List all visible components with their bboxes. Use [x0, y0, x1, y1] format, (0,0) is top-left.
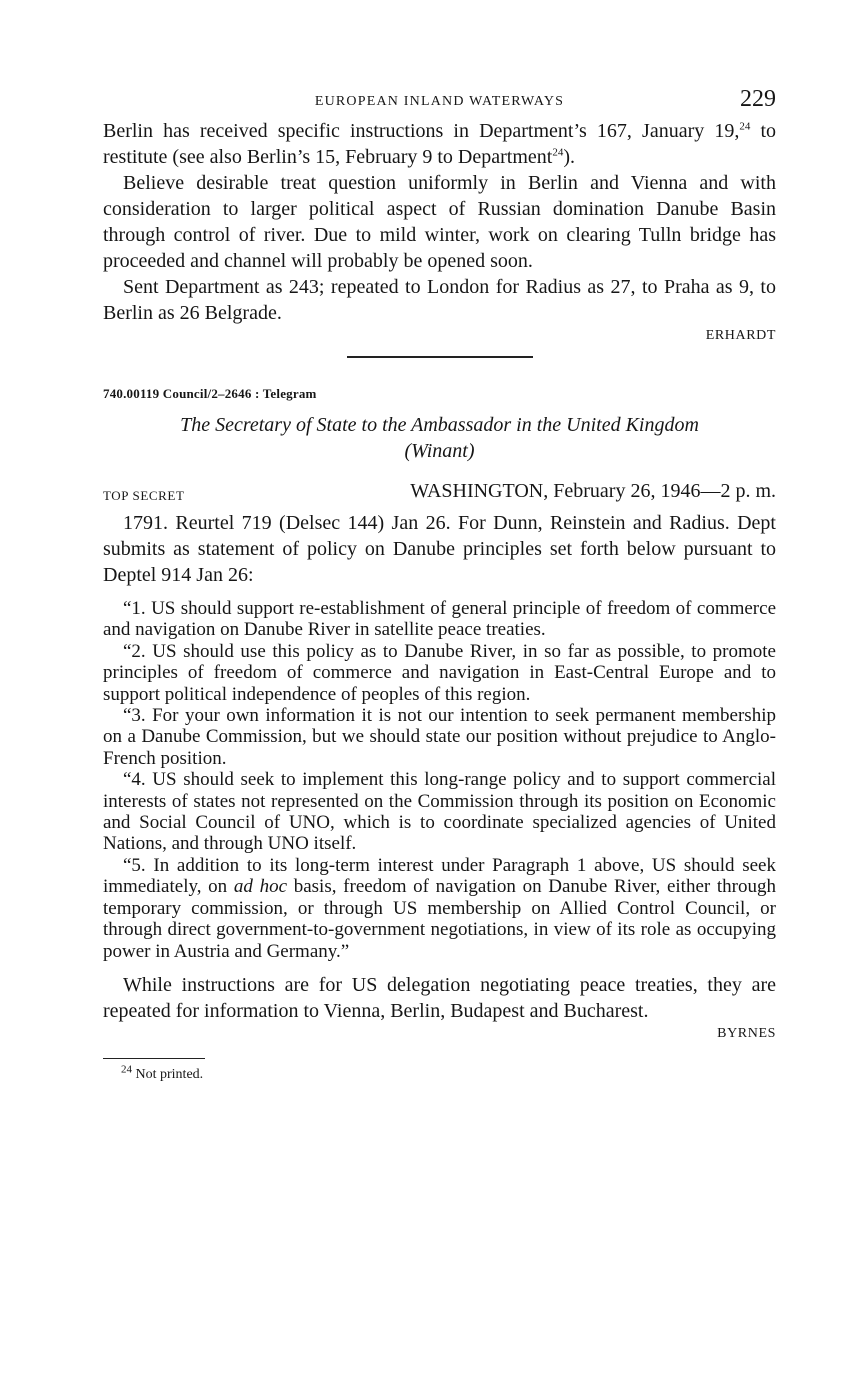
- first-document: [103, 118, 776, 344]
- place-date: WASHINGTON, February 26, 1946—2 p. m.: [410, 480, 776, 502]
- document-page: [103, 86, 776, 1083]
- point-text: “5. In addition to its long-term interest under Paragraph 1 above, US should seek immediately, on: [103, 854, 776, 898]
- signature-byrnes: BYRNES: [717, 1025, 776, 1041]
- footnote-divider: [103, 1058, 205, 1059]
- heading-line-2: (Winant): [404, 440, 475, 462]
- footnote-reference: 24: [739, 120, 751, 133]
- footnote-text: Not printed.: [132, 1066, 204, 1082]
- paragraph-text: to restitute (see also Berlin’s 15, February 9 to Department: [103, 120, 777, 168]
- first-document-paragraph-2: Believe desirable treat question uniformly in Berlin and Vienna and with consideration to larger political aspect of Russian domination Danube Basin through control of river. Due to mild winter, work on clearing Tulln bridge has proceeded and channel will probably be opened soon.: [103, 172, 776, 272]
- signature-erhardt: ERHARDT: [705, 328, 776, 343]
- first-document-paragraph-3: Sent Department as 243; repeated to London for Radius as 27, to Praha as 9, to Berlin as 26 Belgrade.: [103, 276, 776, 324]
- section-divider: [347, 356, 533, 358]
- footnote-number: 24: [121, 1063, 132, 1076]
- policy-point-5: [103, 855, 776, 962]
- page-number: 229: [740, 86, 776, 112]
- point-italic-term: ad hoc: [233, 876, 288, 898]
- policy-point-2: “2. US should use this policy as to Danube River, in so far as possible, to promote principles of freedom of commerce and navigation in East-Central Europe and to support political independence of peoples of this region.: [103, 640, 776, 705]
- running-title: EUROPEAN INLAND WATERWAYS: [314, 94, 565, 109]
- footnote: [121, 1063, 776, 1083]
- telegram-intro: 1791. Reurtel 719 (Delsec 144) Jan 26. For Dunn, Reinstein and Radius. Dept submits as statement of policy on Danube principles set forth below pursuant to Deptel 914 Jan 26:: [103, 512, 776, 586]
- second-document: [103, 386, 776, 1042]
- classification-label: TOP SECRET: [103, 488, 185, 503]
- dateline: [103, 480, 776, 508]
- policy-point-1: “1. US should support re-establishment of general principle of freedom of commerce and navigation on Danube River in satellite peace treaties.: [103, 598, 776, 641]
- file-reference: 740.00119 Council/2–2646 : Telegram: [103, 386, 317, 401]
- footnote-reference: 24: [552, 146, 564, 159]
- heading-line-1: The Secretary of State to the Ambassador in the United Kingdom: [180, 414, 699, 436]
- paragraph-text: Berlin has received specific instructions in Department’s 167, January 19,: [103, 120, 740, 142]
- point-text: basis, freedom of navigation on Danube River, either through temporary commission, or through US membership on Allied Control Council, or through direct government-to-government negotiations, in view of its role as occupying power in Austria and Germany.”: [103, 876, 777, 962]
- document-heading: [103, 412, 776, 464]
- running-header: [103, 86, 776, 118]
- policy-point-4: “4. US should seek to implement this long-range policy and to support commercial interests of states not represented on the Commission through its position on Economic and Social Council of UNO, which is to coordinate specialized agencies of United Nations, and through UNO itself.: [103, 769, 776, 855]
- policy-statement: [103, 598, 776, 962]
- first-document-paragraph-1: [103, 118, 776, 170]
- closing-paragraph: While instructions are for US delegation negotiating peace treaties, they are repeated for information to Vienna, Berlin, Budapest and Bucharest.: [103, 973, 776, 1022]
- policy-point-3: “3. For your own information it is not our intention to seek permanent membership on a Danube Commission, but we should state our position without prejudice to Anglo-French position.: [103, 705, 776, 769]
- paragraph-text: ).: [563, 146, 575, 168]
